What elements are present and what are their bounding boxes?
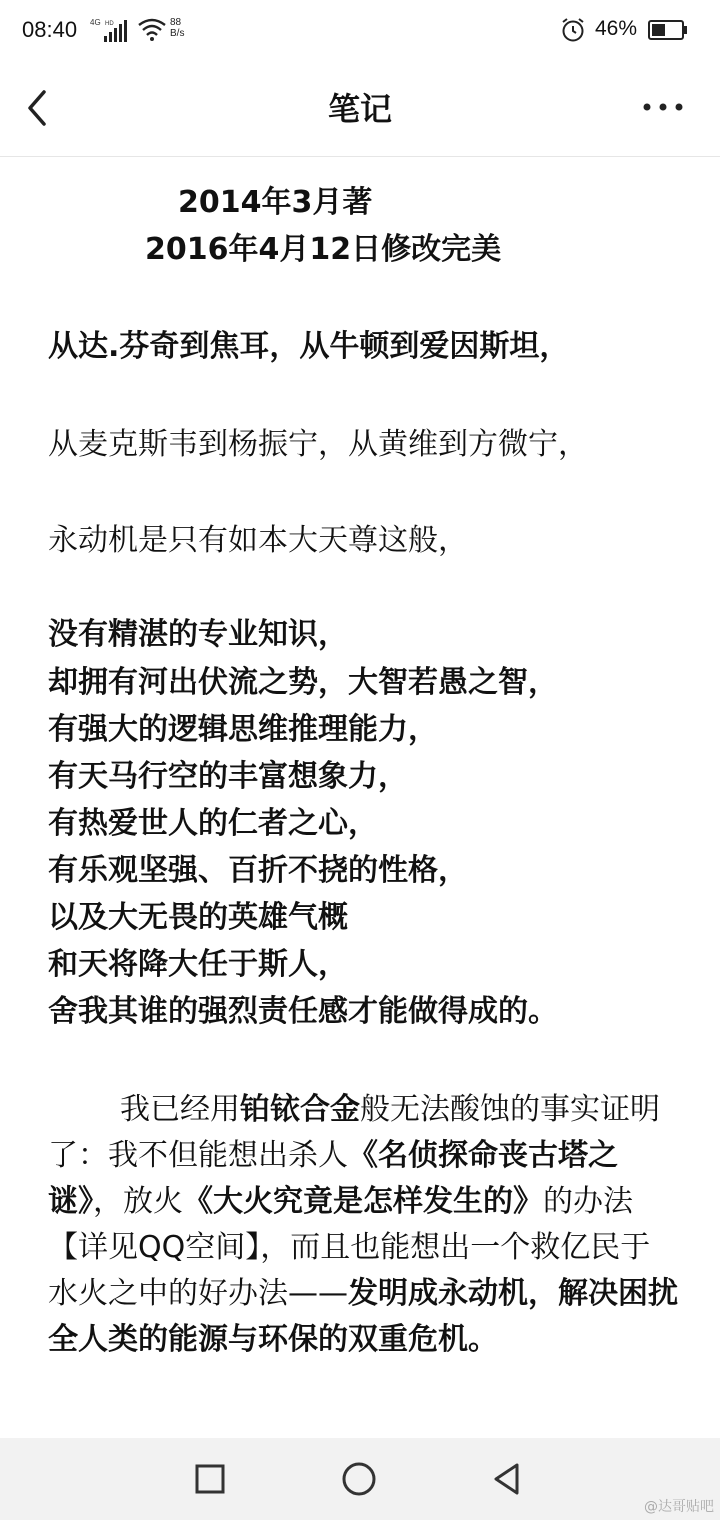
note-paragraph <box>48 1087 680 1363</box>
title-bar <box>0 60 720 157</box>
page-title: 笔记 <box>327 90 392 128</box>
network-speed-value: 88 <box>170 17 182 28</box>
note-block-line: 和天将降大任于斯人， <box>48 947 348 982</box>
note-block-line: 有热爱世人的仁者之心， <box>48 806 378 841</box>
wifi-icon <box>137 17 167 41</box>
note-content <box>0 157 720 1437</box>
note-block-line: 以及大无畏的英雄气概 <box>48 900 348 935</box>
para-text-bold: 《大火究竟是怎样发生的》 <box>183 1184 543 1219</box>
para-text: 的办法【详见QQ空间】，而且也能想出一个救亿民于水火之中的好办法 <box>48 1184 651 1311</box>
note-block-line: 却拥有河出伏流之势，大智若愚之智， <box>48 665 558 700</box>
back-triangle-icon[interactable] <box>484 1456 530 1502</box>
note-block-line: 有天马行空的丰富想象力， <box>48 759 408 794</box>
signal-icon <box>90 16 130 44</box>
status-bar <box>0 0 720 60</box>
para-text: —— <box>288 1276 348 1311</box>
recent-apps-square-icon[interactable] <box>187 1456 233 1502</box>
para-text: 般无法酸蚀的事实证明了：我不但能想出杀人 <box>48 1092 660 1173</box>
note-header-line1: 2014年3月著 <box>178 185 373 220</box>
note-header-line2: 2016年4月12日修改完美 <box>145 232 502 267</box>
battery-percent: 46% <box>595 17 638 40</box>
status-time: 08:40 <box>22 17 78 42</box>
network-speed-unit: B/s <box>170 28 185 39</box>
home-circle-icon[interactable] <box>336 1456 382 1502</box>
para-text: 我已经用 <box>120 1092 240 1127</box>
note-line-2: 从麦克斯韦到杨振宁，从黄维到方微宁， <box>48 427 588 462</box>
para-text-bold: 《名侦探命丧古塔之谜》 <box>48 1138 618 1219</box>
note-block-line: 没有精湛的专业知识， <box>48 617 348 652</box>
svg-text:4G: 4G <box>90 18 101 27</box>
note-line-1: 从达.芬奇到焦耳，从牛顿到爱因斯坦， <box>48 329 570 364</box>
alarm-icon <box>560 17 586 43</box>
svg-text:HD: HD <box>105 21 114 27</box>
watermark: @达哥贴吧 <box>644 1499 714 1515</box>
system-nav-bar <box>0 1438 720 1520</box>
note-block-line: 有强大的逻辑思维推理能力， <box>48 712 438 747</box>
para-text-bold: 铂铱合金 <box>240 1092 360 1127</box>
note-line-3: 永动机是只有如本大天尊这般， <box>48 523 468 558</box>
note-block-line: 有乐观坚强、百折不挠的性格， <box>48 853 468 888</box>
network-speed <box>170 17 184 39</box>
para-text: ，放火 <box>93 1184 183 1219</box>
note-block-line: 舍我其谁的强烈责任感才能做得成的。 <box>48 994 558 1029</box>
more-options-icon[interactable] <box>640 92 686 122</box>
battery-icon <box>648 20 688 40</box>
para-text-bold: 发明成永动机，解决困扰全人类的能源与环保的双重危机。 <box>48 1276 678 1357</box>
